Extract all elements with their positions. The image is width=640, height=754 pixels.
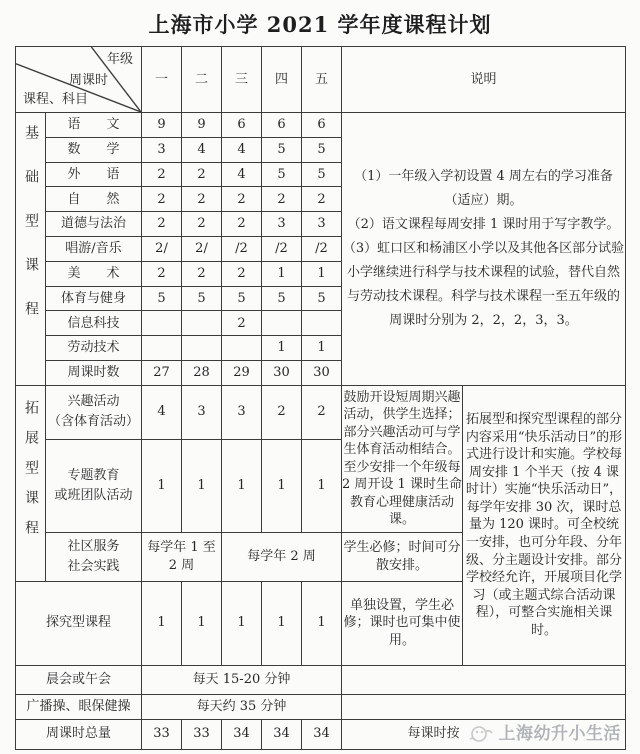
empty-note-cell: [342, 665, 626, 694]
hours-cell: 9: [182, 113, 222, 138]
subject-label: 周课时数: [46, 360, 142, 385]
subject-label: 专题教育 或班团队活动: [46, 439, 142, 532]
hours-cell: 5: [302, 137, 342, 162]
table-corner-cell: [16, 47, 142, 113]
hours-cell: 5: [142, 286, 182, 311]
table-row: [16, 665, 626, 694]
corner-course-subject-label: 课程、科目: [23, 92, 89, 108]
hours-cell: 2: [262, 187, 302, 212]
hours-cell: /2: [262, 236, 302, 261]
subject-label: 兴趣活动 （含体育活动）: [46, 385, 142, 439]
hours-cell: 6: [222, 113, 262, 138]
morning-meeting-label: 晨会或午会: [16, 665, 142, 694]
hours-cell: 1: [262, 336, 302, 361]
morning-meeting-duration: 每天 15-20 分钟: [142, 665, 342, 694]
hours-cell: 1: [302, 336, 342, 361]
hours-cell: [182, 336, 222, 361]
hours-cell: 30: [302, 360, 342, 385]
expanded-note-right: 拓展型和探究型课程的部分内容采用“快乐活动日”的形式进行设计和实施。学校每周安排 1 个半天（按 4 课时计）实施“快乐活动日”，每学年安排 30 次，课时总量为 120 课时。可全校统一安排，也可分年段、分年级、分主题设计安排。部分学校经允许，开展项目化学习（或主题式综合活动课程），可整合实施相关课时。: [463, 385, 626, 665]
community-weeks-grade345: 每学年 2 周: [222, 532, 342, 581]
hours-cell: 30: [262, 360, 302, 385]
hours-cell: 1: [222, 439, 262, 532]
hours-cell: 2: [182, 261, 222, 286]
expanded-note-interest: 鼓励开设短周期兴趣活动，供学生选择；部分兴趣活动可与学生体育活动相结合。至少安排一个年级每 2 周开设 1 课时生命教育心理健康活动课。: [342, 385, 463, 532]
expanded-note-community: 学生必修；时间可分散安排。: [342, 532, 463, 581]
hours-cell: 2/: [182, 236, 222, 261]
hours-cell: [302, 311, 342, 336]
subject-label: 美 术: [46, 261, 142, 286]
total-note-prefix: 每课时按: [407, 726, 460, 742]
watermark-text: 上海幼升小生活: [498, 723, 622, 744]
hours-cell: [222, 336, 262, 361]
hours-cell: 1: [302, 261, 342, 286]
table-row: [16, 694, 626, 719]
hours-cell: 33: [182, 719, 222, 749]
hours-cell: 2: [222, 212, 262, 237]
hours-cell: 3: [302, 212, 342, 237]
hours-cell: 2: [182, 162, 222, 187]
grade-header-5: 五: [302, 47, 342, 113]
weekly-total-label: 周课时总量: [16, 719, 142, 749]
hours-cell: 1: [142, 581, 182, 665]
hours-cell: 2: [222, 311, 262, 336]
hours-cell: 2: [262, 385, 302, 439]
hours-cell: 2: [182, 212, 222, 237]
grade-header-1: 一: [142, 47, 182, 113]
subject-label: 社区服务 社会实践: [46, 532, 142, 581]
hours-cell: 5: [262, 286, 302, 311]
corner-grade-label: 年级: [106, 52, 133, 67]
grade-header-2: 二: [182, 47, 222, 113]
corner-weekly-hours-label: 周课时: [69, 73, 109, 88]
hours-cell: 3: [182, 385, 222, 439]
inquiry-note: 单独设置，学生必修；课时也可集中使用。: [342, 581, 463, 665]
curriculum-table: [15, 46, 626, 750]
subject-label: 外 语: [46, 162, 142, 187]
subject-label: 体育与健身: [46, 286, 142, 311]
hours-cell: 2: [302, 385, 342, 439]
hours-cell: 1: [262, 261, 302, 286]
hours-cell: 3: [142, 137, 182, 162]
grade-header-3: 三: [222, 47, 262, 113]
hours-cell: 2: [142, 187, 182, 212]
exercise-label: 广播操、眼保健操: [16, 694, 142, 719]
table-row: [16, 719, 626, 749]
page-title: 上海市小学 2021 学年度课程计划: [148, 12, 492, 37]
hours-cell: 9: [142, 113, 182, 138]
watermark-logo-icon: [466, 723, 496, 745]
hours-cell: /2: [302, 236, 342, 261]
hours-cell: 34: [262, 719, 302, 749]
subject-label: 唱游/音乐: [46, 236, 142, 261]
basic-note-2: （2）语文课程每周安排 1 课时用于写字教学。: [347, 216, 620, 232]
hours-cell: 6: [302, 113, 342, 138]
inquiry-course-label: 探究型课程: [16, 581, 142, 665]
hours-cell: 5: [182, 286, 222, 311]
subject-label: 自 然: [46, 187, 142, 212]
basic-note-3: （3）虹口区和杨浦区小学以及其他各区部分试验小学继续进行科学与技术课程的试验，替代自然与劳动技术课程。科学与技术课程一至五年级的周课时分别为 2，2，2，3，3。: [342, 240, 625, 328]
hours-cell: 4: [222, 137, 262, 162]
basic-notes-cell: [342, 113, 626, 386]
hours-cell: 5: [262, 162, 302, 187]
header-row: [16, 47, 626, 113]
hours-cell: 1: [222, 581, 262, 665]
hours-cell: 5: [302, 286, 342, 311]
hours-cell: 1: [262, 581, 302, 665]
hours-cell: [142, 311, 182, 336]
hours-cell: /2: [222, 236, 262, 261]
grade-header-4: 四: [262, 47, 302, 113]
hours-cell: 27: [142, 360, 182, 385]
empty-note-cell: [342, 694, 626, 719]
hours-cell: 4: [142, 385, 182, 439]
subject-label: 数 学: [46, 137, 142, 162]
exercise-duration: 每天约 35 分钟: [142, 694, 342, 719]
category-basic-cell: [16, 113, 46, 386]
hours-cell: 1: [302, 439, 342, 532]
hours-cell: 4: [182, 137, 222, 162]
hours-cell: [142, 336, 182, 361]
hours-cell: 1: [182, 439, 222, 532]
hours-cell: 5: [302, 162, 342, 187]
hours-cell: 5: [222, 286, 262, 311]
hours-cell: 1: [142, 439, 182, 532]
hours-cell: [182, 311, 222, 336]
hours-cell: 1: [302, 581, 342, 665]
total-note-cell: [342, 719, 626, 749]
hours-cell: 1: [182, 581, 222, 665]
hours-cell: 29: [222, 360, 262, 385]
hours-cell: 2: [222, 187, 262, 212]
basic-note-1: （1）一年级入学初设置 4 周左右的学习准备（适应）期。: [354, 168, 613, 208]
hours-cell: 34: [222, 719, 262, 749]
hours-cell: 3: [222, 385, 262, 439]
hours-cell: 2: [142, 261, 182, 286]
notes-column-header: 说明: [342, 47, 626, 113]
community-weeks-grade12: 每学年 1 至 2 周: [142, 532, 222, 581]
hours-cell: 2: [222, 261, 262, 286]
hours-cell: 28: [182, 360, 222, 385]
hours-cell: [262, 311, 302, 336]
hours-cell: 3: [262, 212, 302, 237]
category-basic-label: 基础型课程: [22, 124, 39, 345]
hours-cell: 1: [262, 439, 302, 532]
category-expanded-label: 拓展型课程: [22, 400, 39, 551]
hours-cell: 2: [302, 187, 342, 212]
hours-cell: 34: [302, 719, 342, 749]
hours-cell: 33: [142, 719, 182, 749]
table-row: [16, 385, 626, 439]
hours-cell: 5: [262, 137, 302, 162]
category-expanded-cell: [16, 385, 46, 581]
hours-cell: 6: [262, 113, 302, 138]
hours-cell: 2: [142, 162, 182, 187]
hours-cell: 2: [142, 212, 182, 237]
table-row: [16, 113, 626, 138]
subject-label: 语 文: [46, 113, 142, 138]
hours-cell: 4: [222, 162, 262, 187]
hours-cell: 2: [182, 187, 222, 212]
hours-cell: 2/: [142, 236, 182, 261]
subject-label: 劳动技术: [46, 336, 142, 361]
subject-label: 信息科技: [46, 311, 142, 336]
subject-label: 道德与法治: [46, 212, 142, 237]
